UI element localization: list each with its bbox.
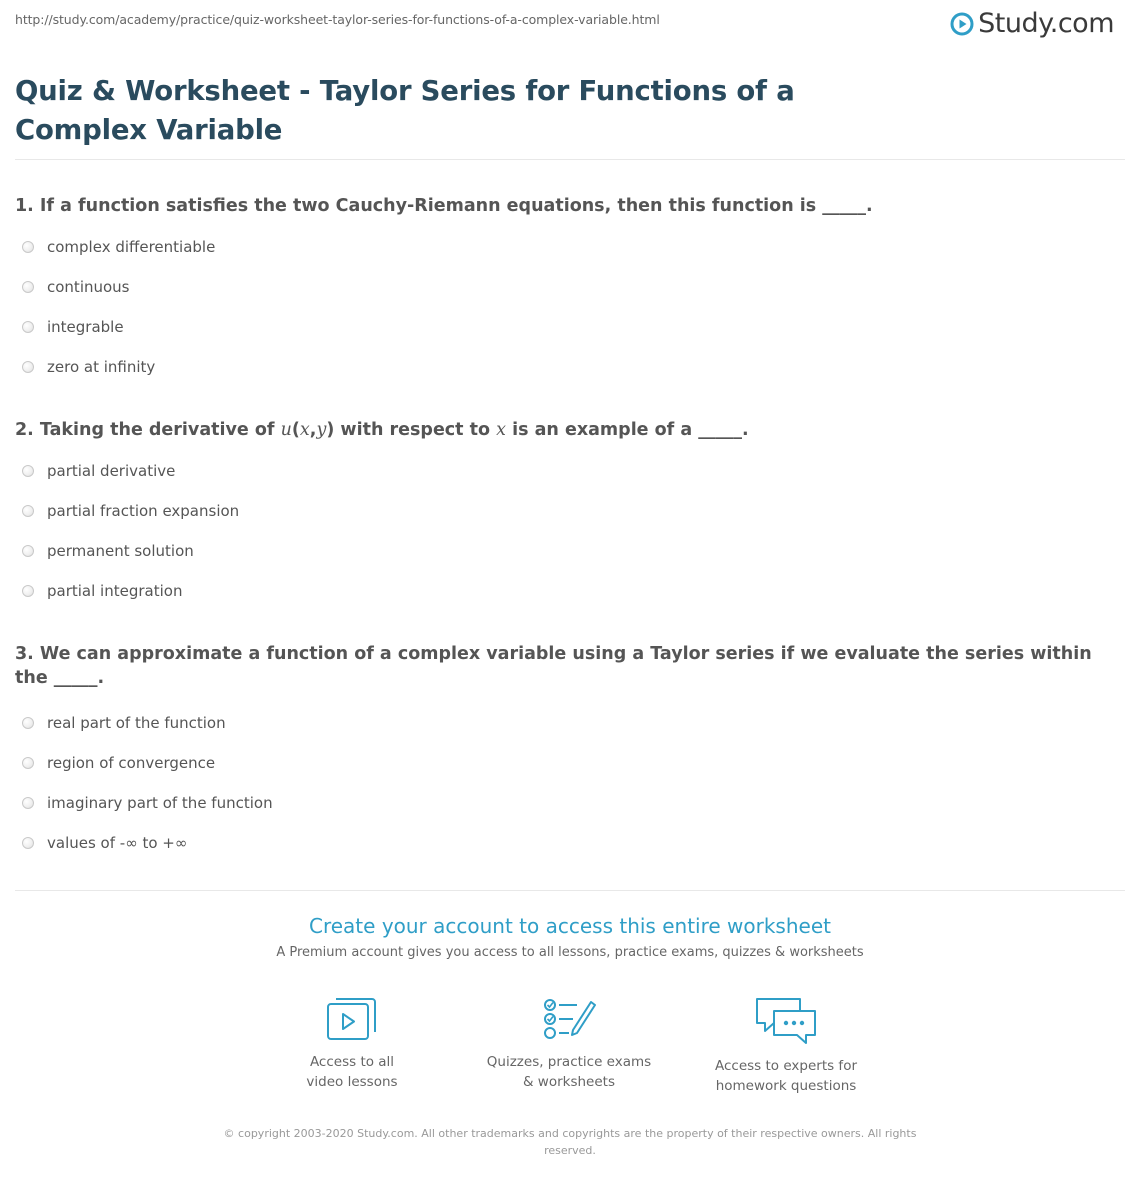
feature-quizzes [474, 996, 664, 1092]
option-label: zero at infinity [47, 358, 156, 376]
feature-label: Quizzes, practice exams & worksheets [486, 1054, 652, 1090]
radio-button[interactable] [22, 585, 34, 597]
option-label: partial fraction expansion [47, 502, 240, 520]
q3-option-2[interactable] [22, 752, 215, 774]
radio-button[interactable] [22, 837, 34, 849]
question-2-part: is an example of a _____. [506, 420, 749, 440]
radio-button[interactable] [22, 281, 34, 293]
radio-button[interactable] [22, 545, 34, 557]
quiz-checklist-icon [541, 996, 597, 1042]
question-2-var-x: x [299, 420, 310, 440]
radio-button[interactable] [22, 321, 34, 333]
question-2-part: , [309, 420, 317, 440]
create-account-link[interactable]: Create your account to access this entire worksheet [309, 914, 831, 938]
q1-option-2[interactable] [22, 276, 130, 298]
radio-button[interactable] [22, 797, 34, 809]
q1-option-1[interactable] [22, 236, 215, 258]
cta-subtitle: A Premium account gives you access to all lessons, practice exams, quizzes & worksheets [276, 945, 864, 960]
feature-experts [691, 996, 881, 1096]
q3-option-3[interactable] [22, 792, 273, 814]
radio-button[interactable] [22, 757, 34, 769]
q2-option-4[interactable] [22, 580, 182, 602]
feature-label: Access to all video lessons [306, 1054, 398, 1090]
video-lessons-icon [326, 996, 378, 1042]
feature-video-lessons [257, 996, 447, 1092]
option-label: complex differentiable [47, 238, 216, 256]
radio-button[interactable] [22, 505, 34, 517]
option-label: region of convergence [47, 754, 216, 772]
q2-option-3[interactable] [22, 540, 194, 562]
feature-label: Access to experts for homework questions [714, 1058, 857, 1094]
question-2-var-y: y [316, 420, 327, 440]
question-2-var-x: x [496, 420, 506, 440]
q2-option-1[interactable] [22, 460, 175, 482]
option-label: permanent solution [47, 542, 194, 560]
divider [15, 890, 1125, 891]
copyright-text: © copyright 2003-2020 Study.com. All other trademarks and copyrights are the property of their respective owners. All rights reserved. [223, 1127, 917, 1157]
q2-option-2[interactable] [22, 500, 239, 522]
study-logo[interactable] [950, 8, 1114, 39]
q3-option-1[interactable] [22, 712, 226, 734]
option-label: partial integration [47, 582, 183, 600]
logo-text: Study.com [978, 8, 1114, 39]
radio-button[interactable] [22, 717, 34, 729]
page-title: Quiz & Worksheet - Taylor Series for Functions of a Complex Variable [15, 75, 795, 146]
q1-option-4[interactable] [22, 356, 155, 378]
q1-option-3[interactable] [22, 316, 124, 338]
option-label: real part of the function [47, 714, 226, 732]
radio-button[interactable] [22, 465, 34, 477]
chat-bubbles-icon [754, 996, 818, 1046]
option-label: integrable [47, 318, 124, 336]
divider [15, 159, 1125, 160]
question-2-var-u: u [280, 420, 292, 440]
q3-option-4[interactable] [22, 832, 187, 854]
question-2-part: ) with respect to [326, 420, 497, 440]
option-label: values of -∞ to +∞ [47, 834, 188, 852]
question-1-text: 1. If a function satisfies the two Cauchy-Riemann equations, then this function is _____. [15, 196, 873, 216]
radio-button[interactable] [22, 361, 34, 373]
question-2-part: ( [291, 420, 300, 440]
question-2-part: 2. Taking the derivative of [15, 420, 281, 440]
radio-button[interactable] [22, 241, 34, 253]
option-label: partial derivative [47, 462, 176, 480]
page-url: http://study.com/academy/practice/quiz-worksheet-taylor-series-for-functions-of-a-complex-variable.html [15, 12, 660, 27]
question-2-text [15, 418, 1125, 442]
option-label: continuous [47, 278, 130, 296]
option-label: imaginary part of the function [47, 794, 273, 812]
play-circle-icon [950, 12, 974, 36]
question-3-text: 3. We can approximate a function of a complex variable using a Taylor series if we evaluate the series within the _____. [15, 644, 1092, 688]
